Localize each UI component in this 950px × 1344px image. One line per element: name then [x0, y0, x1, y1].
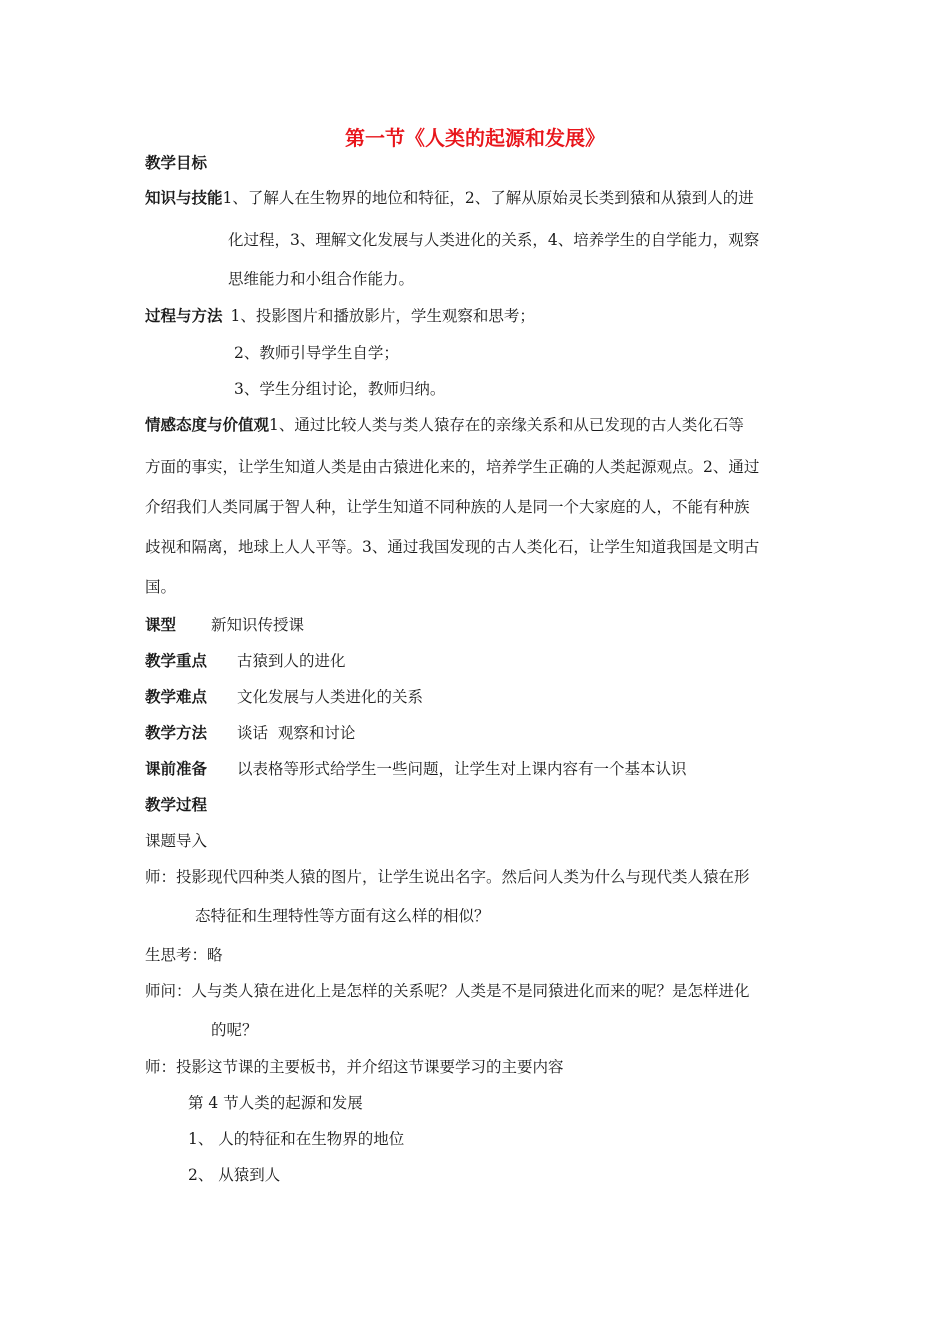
emotion-line-1 [145, 414, 744, 436]
board-heading: 第 4 节人类的起源和发展 [188, 1094, 363, 1112]
info-row-lesson-type [145, 614, 304, 636]
emotion-line-5: 国。 [145, 578, 177, 596]
knowledge-text-1: 1、了解人在生物界的地位和特征，2、了解从原始灵长类到猿和从猿到人的进 [222, 189, 754, 207]
info-row-method [145, 722, 355, 744]
emotion-text-1: 1、通过比较人类与类人猿存在的亲缘关系和从已发现的古人类化石等 [269, 416, 744, 434]
objectives-heading: 教学目标 [145, 154, 208, 172]
procedure-heading: 教学过程 [145, 796, 208, 814]
info-value: 古猿到人的进化 [237, 652, 346, 670]
teacher-line-3: 师：投影这节课的主要板书，并介绍这节课要学习的主要内容 [145, 1058, 564, 1076]
teacher-line-2a: 师问：人与类人猿在进化上是怎样的关系呢？人类是不是同猿进化而来的呢？是怎样进化 [145, 982, 750, 1000]
knowledge-line-2: 化过程，3、理解文化发展与人类进化的关系，4、培养学生的自学能力，观察 [228, 231, 760, 249]
teacher-line-1a: 师：投影现代四种类人猿的图片，让学生说出名字。然后问人类为什么与现代类人猿在形 [145, 868, 750, 886]
board-item-1: 1、 人的特征和在生物界的地位 [188, 1130, 405, 1148]
teacher-line-2b: 的呢？ [211, 1021, 258, 1039]
info-value: 以表格等形式给学生一些问题，让学生对上课内容有一个基本认识 [237, 760, 687, 778]
intro-label: 课题导入 [145, 832, 208, 850]
info-label: 课前准备 [145, 760, 208, 778]
knowledge-line-1 [145, 187, 754, 209]
process-label: 过程与方法 [145, 307, 223, 325]
info-value: 新知识传授课 [211, 616, 305, 634]
info-label: 课型 [145, 616, 177, 634]
info-value: 文化发展与人类进化的关系 [237, 688, 424, 706]
info-label: 教学重点 [145, 652, 208, 670]
info-value: 谈话 观察和讨论 [237, 724, 356, 742]
info-label: 教学方法 [145, 724, 208, 742]
emotion-line-2: 方面的事实，让学生知道人类是由古猿进化来的，培养学生正确的人类起源观点。2、通过 [145, 458, 760, 476]
emotion-label: 情感态度与价值观 [145, 416, 270, 434]
process-line-1 [145, 305, 535, 327]
teacher-line-1b: 态特征和生理特性等方面有这么样的相似？ [195, 907, 490, 925]
process-line-3: 3、学生分组讨论，教师归纳。 [234, 380, 446, 398]
info-row-preparation [145, 758, 687, 780]
knowledge-line-3: 思维能力和小组合作能力。 [228, 270, 415, 288]
student-line-1: 生思考：略 [145, 946, 223, 964]
board-item-2: 2、 从猿到人 [188, 1166, 281, 1184]
document-title: 第一节《人类的起源和发展》 [345, 126, 605, 150]
emotion-line-4: 歧视和隔离，地球上人人平等。3、通过我国发现的古人类化石，让学生知道我国是文明古 [145, 538, 760, 556]
knowledge-label: 知识与技能 [145, 189, 223, 207]
info-row-difficulty [145, 686, 423, 708]
emotion-line-3: 介绍我们人类同属于智人种，让学生知道不同种族的人是同一个大家庭的人，不能有种族 [145, 498, 750, 516]
info-label: 教学难点 [145, 688, 208, 706]
process-text-1: 1、投影图片和播放影片，学生观察和思考； [230, 307, 535, 325]
process-line-2: 2、教师引导学生自学； [234, 344, 399, 362]
info-row-key-point [145, 650, 346, 672]
